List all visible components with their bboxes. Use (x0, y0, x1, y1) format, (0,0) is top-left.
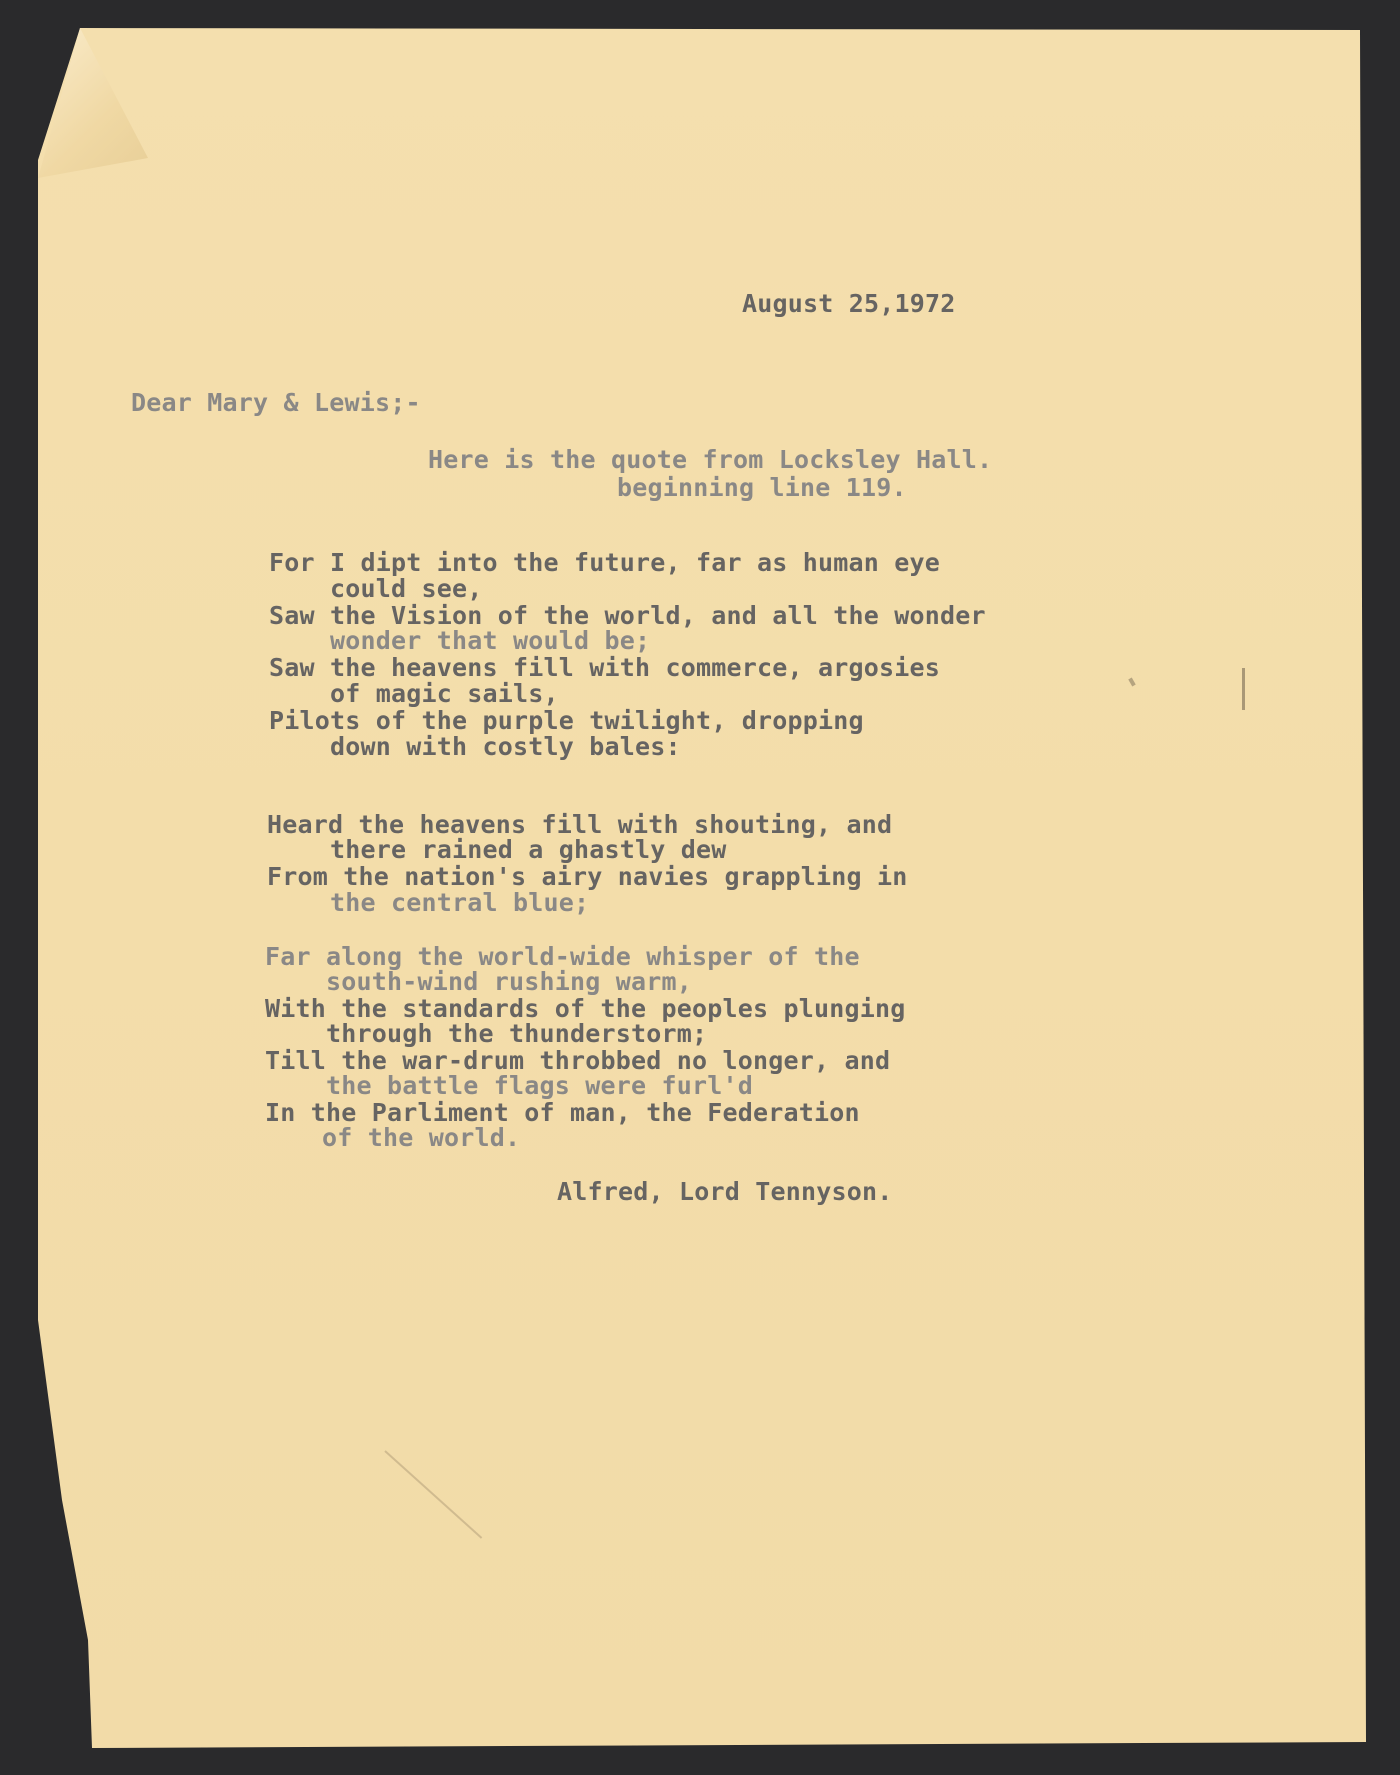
paper-mark (1242, 668, 1245, 710)
poem-line: Saw the heavens fill with commerce, argosies (269, 653, 941, 682)
attribution: Alfred, Lord Tennyson. (557, 1177, 893, 1206)
intro-line: Here is the quote from Locksley Hall. (428, 445, 993, 474)
poem-line: wonder that would be; (330, 626, 651, 655)
salutation: Dear Mary & Lewis;- (131, 388, 421, 417)
poem-line: Till the war-drum throbbed no longer, and (265, 1046, 891, 1075)
poem-line: Pilots of the purple twilight, dropping (269, 706, 864, 735)
letter-date: August 25,1972 (742, 289, 956, 318)
poem-line: In the Parliment of man, the Federation (265, 1098, 860, 1127)
poem-line: Heard the heavens fill with shouting, and (267, 810, 893, 839)
poem-line: the battle flags were furl'd (326, 1071, 754, 1100)
poem-line: From the nation's airy navies grappling in (267, 862, 908, 891)
poem-line: Far along the world-wide whisper of the (265, 942, 860, 971)
poem-line: there rained a ghastly dew (330, 835, 727, 864)
poem-line: through the thunderstorm; (326, 1019, 708, 1048)
poem-line: Saw the Vision of the world, and all the wonder (269, 601, 986, 630)
poem-line: With the standards of the peoples plunging (265, 994, 906, 1023)
poem-line: of the world. (322, 1123, 521, 1152)
poem-line: south-wind rushing warm, (326, 967, 693, 996)
poem-line: could see, (330, 574, 483, 603)
poem-line: For I dipt into the future, far as human eye (269, 548, 941, 577)
poem-line: down with costly bales: (330, 732, 681, 761)
intro-line: beginning line 119. (617, 473, 907, 502)
poem-line: the central blue; (330, 888, 590, 917)
poem-line: of magic sails, (330, 679, 559, 708)
